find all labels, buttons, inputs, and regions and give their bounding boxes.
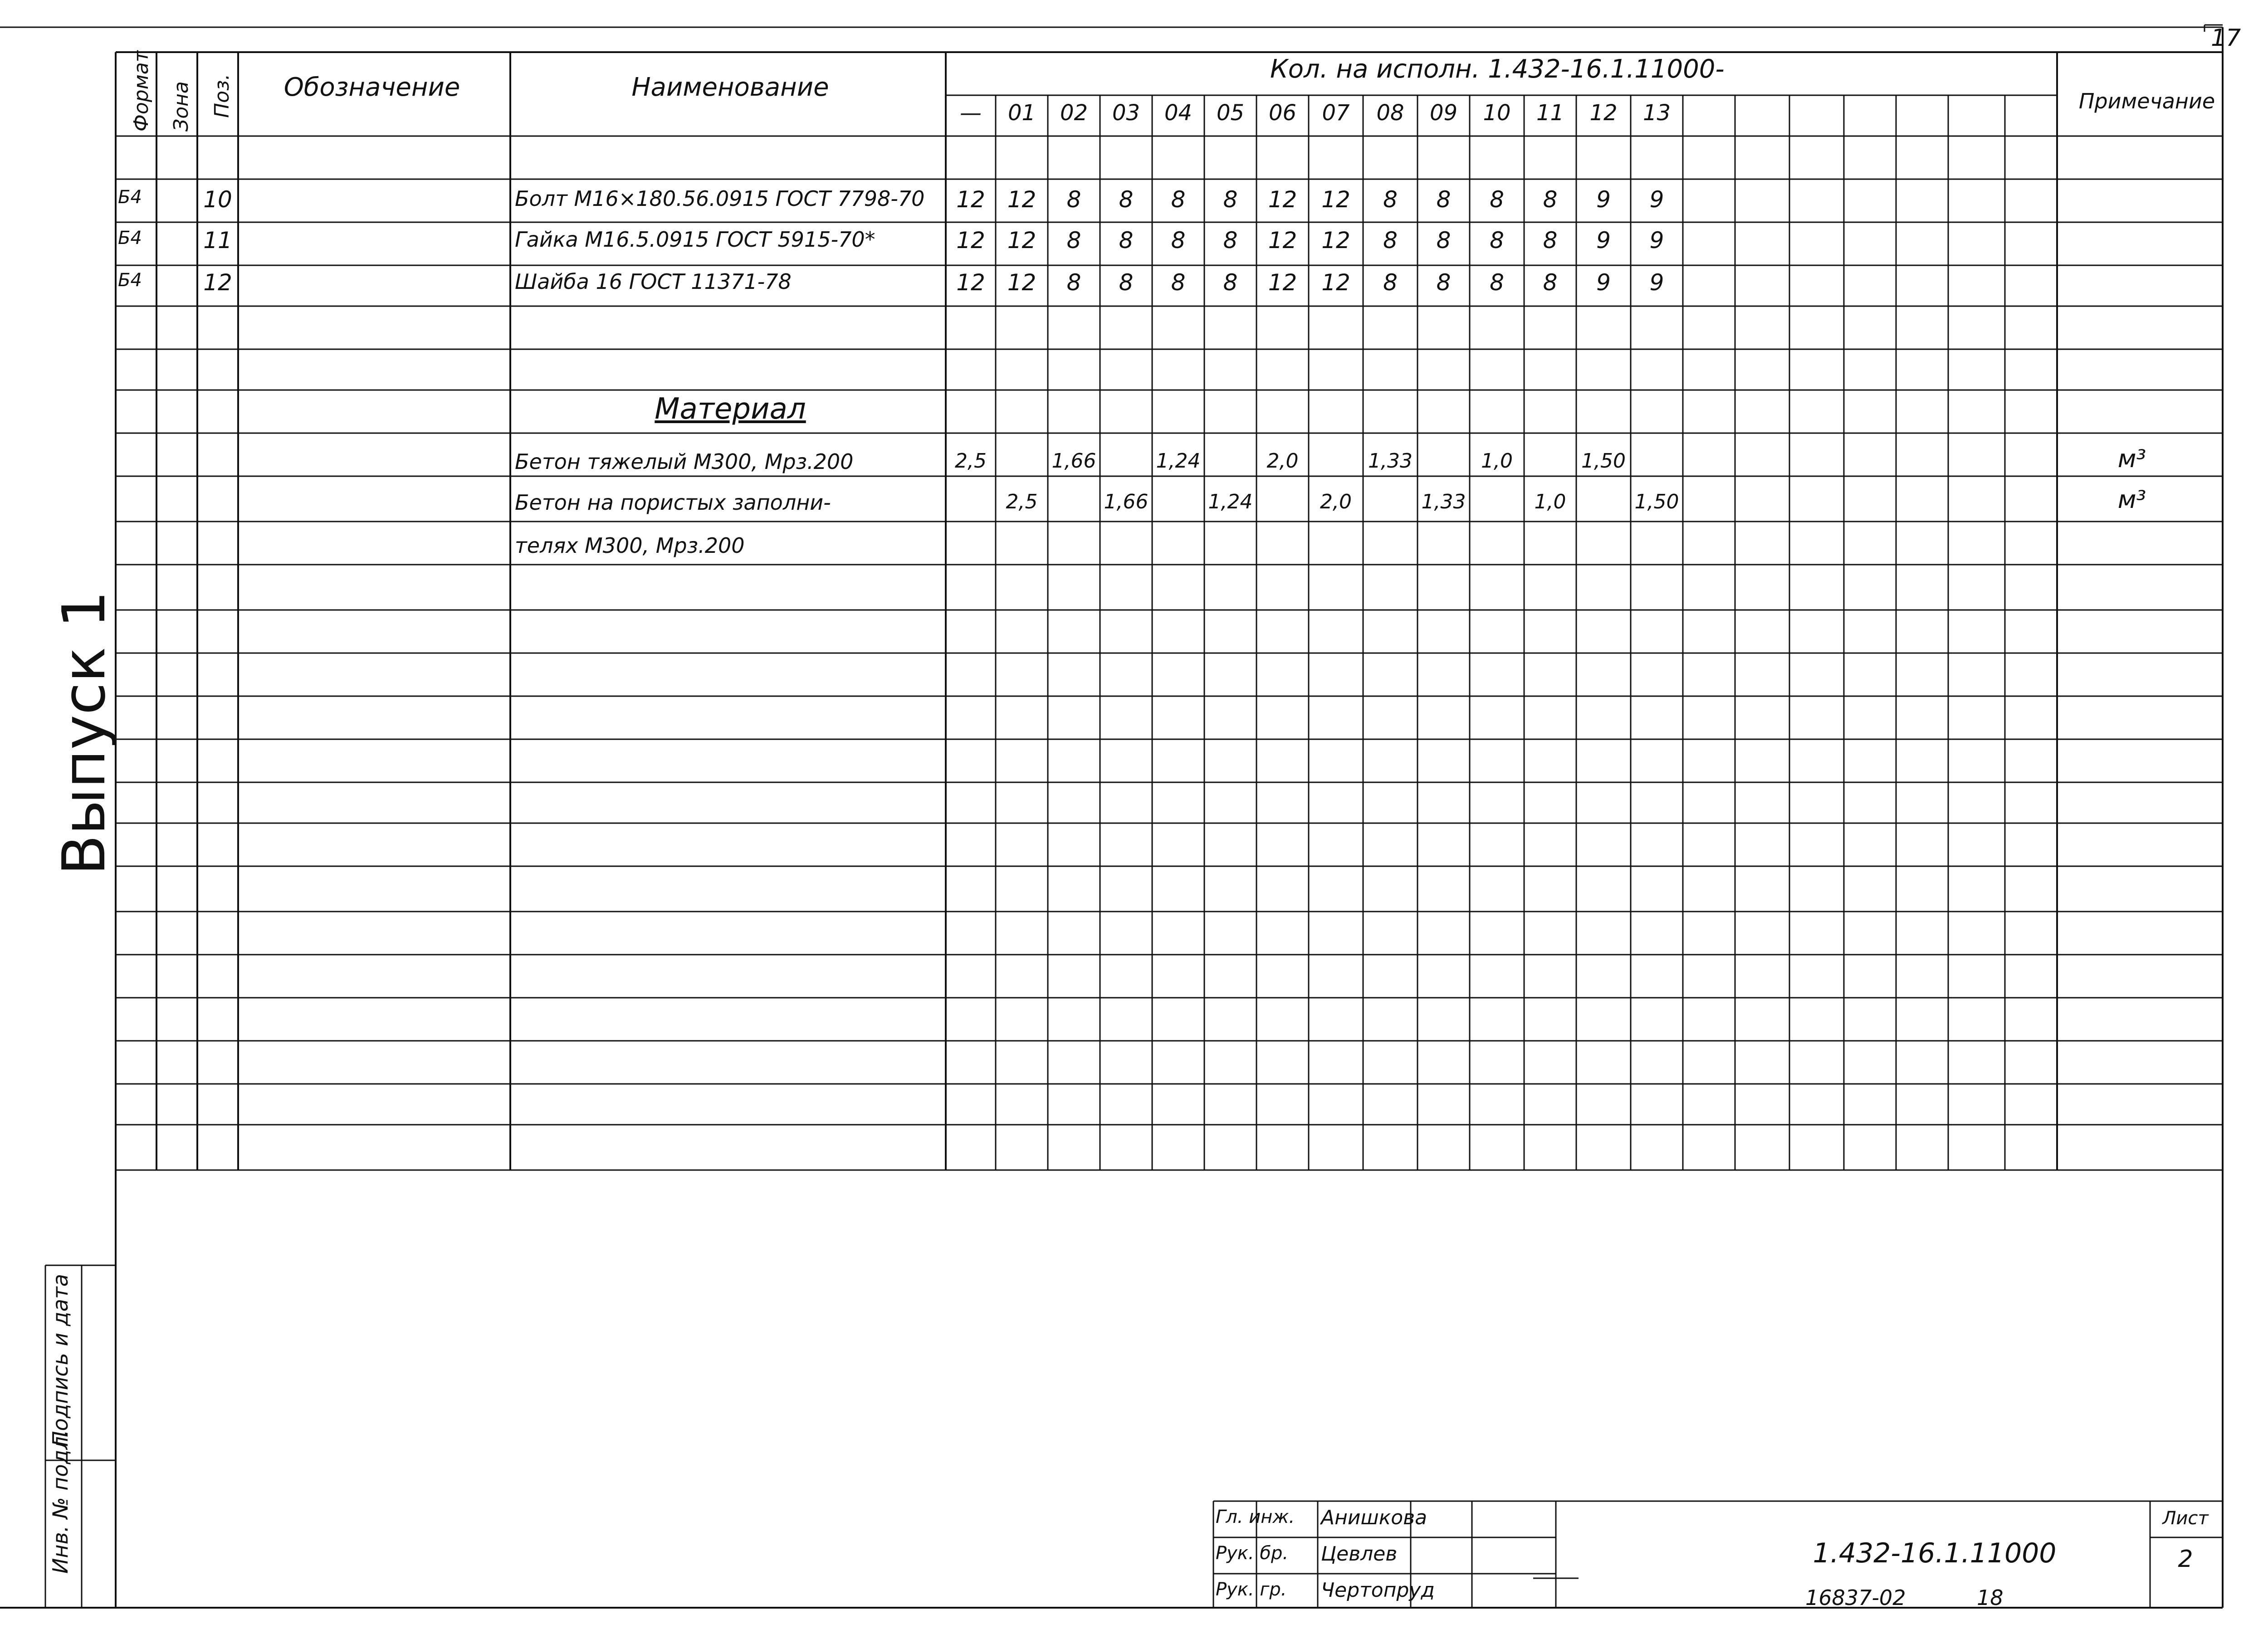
qty-cell: 8	[1543, 269, 1558, 296]
sheet-top-number: 17	[2211, 24, 2241, 52]
inv-label: Инв. № подл.	[48, 1429, 73, 1574]
qty-cell: 1,66	[1104, 490, 1149, 513]
qty-cell: 9	[1649, 186, 1664, 213]
row-format: Б4	[118, 228, 142, 249]
sheet-number: 2	[2178, 1546, 2193, 1573]
variant-header: 11	[1536, 100, 1564, 126]
qty-cell: 1,24	[1208, 490, 1253, 513]
qty-cell: 8	[1066, 186, 1081, 213]
qty-cell: 12	[956, 227, 985, 254]
qty-cell: 12	[1268, 269, 1297, 296]
tb-role: Рук. бр.	[1216, 1543, 1289, 1564]
row-name: Шайба 16 ГОСТ 11371-78	[515, 269, 792, 294]
tb-name: Анишкова	[1321, 1506, 1427, 1529]
qty-cell: 8	[1490, 269, 1504, 296]
tb-name: Чертопруд	[1321, 1579, 1435, 1602]
variant-header: —	[960, 100, 982, 126]
unit-note: м³	[2117, 444, 2146, 473]
vypusk-label: Выпуск 1	[49, 590, 118, 875]
material-name: Бетон тяжелый М300, Мрз.200	[515, 449, 854, 474]
variant-header: 03	[1112, 100, 1140, 126]
row-position: 10	[203, 186, 232, 213]
header-poz: Поз.	[210, 73, 234, 118]
row-position: 11	[203, 227, 232, 254]
qty-cell: 2,5	[1006, 490, 1038, 513]
qty-cell: 8	[1383, 227, 1398, 254]
qty-cell: 8	[1490, 186, 1504, 213]
qty-cell: 1,24	[1156, 449, 1201, 473]
row-format: Б4	[118, 187, 142, 208]
qty-cell: 8	[1490, 227, 1504, 254]
qty-cell: 8	[1383, 186, 1398, 213]
variant-header: 08	[1376, 100, 1404, 126]
header-format: Формат	[130, 50, 153, 132]
material-name: телях М300, Мрз.200	[515, 533, 745, 558]
variant-header: 02	[1060, 100, 1088, 126]
unit-note: м³	[2117, 485, 2146, 514]
header-oboznachenie: Обозначение	[284, 73, 460, 102]
qty-cell: 12	[1268, 227, 1297, 254]
section-title-material: Материал	[655, 392, 806, 426]
qty-cell: 2,0	[1266, 449, 1299, 473]
qty-cell: 9	[1596, 269, 1611, 296]
variant-header: 13	[1642, 100, 1671, 126]
qty-cell: 8	[1436, 186, 1451, 213]
variant-header: 07	[1322, 100, 1350, 126]
qty-cell: 8	[1543, 227, 1558, 254]
variant-header: 06	[1268, 100, 1297, 126]
variant-header: 10	[1483, 100, 1511, 126]
variant-header: 09	[1429, 100, 1458, 126]
tb-name: Цевлев	[1321, 1542, 1398, 1566]
qty-cell: 9	[1596, 227, 1611, 254]
row-format: Б4	[118, 270, 142, 291]
qty-cell: 12	[956, 269, 985, 296]
variant-header: 01	[1007, 100, 1036, 126]
qty-cell: 8	[1171, 227, 1186, 254]
qty-cell: 9	[1649, 227, 1664, 254]
qty-cell: 1,50	[1581, 449, 1626, 473]
qty-cell: 8	[1119, 269, 1134, 296]
qty-cell: 12	[1007, 269, 1036, 296]
variant-header: 12	[1589, 100, 1618, 126]
qty-cell: 9	[1596, 186, 1611, 213]
qty-cell: 8	[1436, 269, 1451, 296]
qty-cell: 1,0	[1481, 449, 1513, 473]
qty-cell: 8	[1066, 227, 1081, 254]
qty-cell: 8	[1223, 227, 1238, 254]
sheet-label: Лист	[2162, 1508, 2209, 1529]
qty-cell: 12	[1268, 186, 1297, 213]
bottom-number: 18	[1977, 1585, 2004, 1610]
qty-cell: 8	[1119, 186, 1134, 213]
qty-cell: 8	[1171, 269, 1186, 296]
qty-cell: 12	[1007, 186, 1036, 213]
variant-header: 05	[1216, 100, 1245, 126]
qty-cell: 1,0	[1534, 490, 1566, 513]
bottom-code: 16837-02	[1805, 1585, 1906, 1610]
qty-cell: 12	[1321, 186, 1350, 213]
qty-cell: 8	[1066, 269, 1081, 296]
tb-role: Гл. инж.	[1216, 1507, 1295, 1527]
qty-cell: 8	[1436, 227, 1451, 254]
qty-cell: 8	[1543, 186, 1558, 213]
qty-cell: 9	[1649, 269, 1664, 296]
header-kol: Кол. на исполн. 1.432-16.1.11000-	[1270, 54, 1725, 84]
qty-cell: 1,33	[1368, 449, 1413, 473]
qty-cell: 1,50	[1634, 490, 1679, 513]
qty-cell: 8	[1223, 269, 1238, 296]
row-name: Болт М16×180.56.0915 ГОСТ 7798-70	[515, 186, 925, 211]
qty-cell: 1,66	[1051, 449, 1096, 473]
header-naimenovanie: Наименование	[631, 73, 829, 102]
qty-cell: 8	[1171, 186, 1186, 213]
qty-cell: 1,33	[1421, 490, 1466, 513]
variant-header: 04	[1164, 100, 1193, 126]
tb-role: Рук. гр.	[1216, 1579, 1287, 1600]
qty-cell: 8	[1383, 269, 1398, 296]
material-name: Бетон на пористых заполни-	[515, 490, 831, 515]
qty-cell: 2,5	[955, 449, 987, 473]
header-zona: Зона	[170, 81, 193, 132]
qty-cell: 2,0	[1320, 490, 1352, 513]
qty-cell: 12	[956, 186, 985, 213]
header-primechanie: Примечание	[2078, 89, 2215, 113]
row-position: 12	[203, 269, 232, 296]
qty-cell: 12	[1321, 269, 1350, 296]
doc-designation: 1.432-16.1.11000	[1813, 1537, 2057, 1569]
row-name: Гайка М16.5.0915 ГОСТ 5915-70*	[515, 227, 875, 252]
sign-date-label: Подпись и дата	[48, 1273, 73, 1447]
qty-cell: 12	[1321, 227, 1350, 254]
qty-cell: 8	[1119, 227, 1134, 254]
qty-cell: 12	[1007, 227, 1036, 254]
qty-cell: 8	[1223, 186, 1238, 213]
